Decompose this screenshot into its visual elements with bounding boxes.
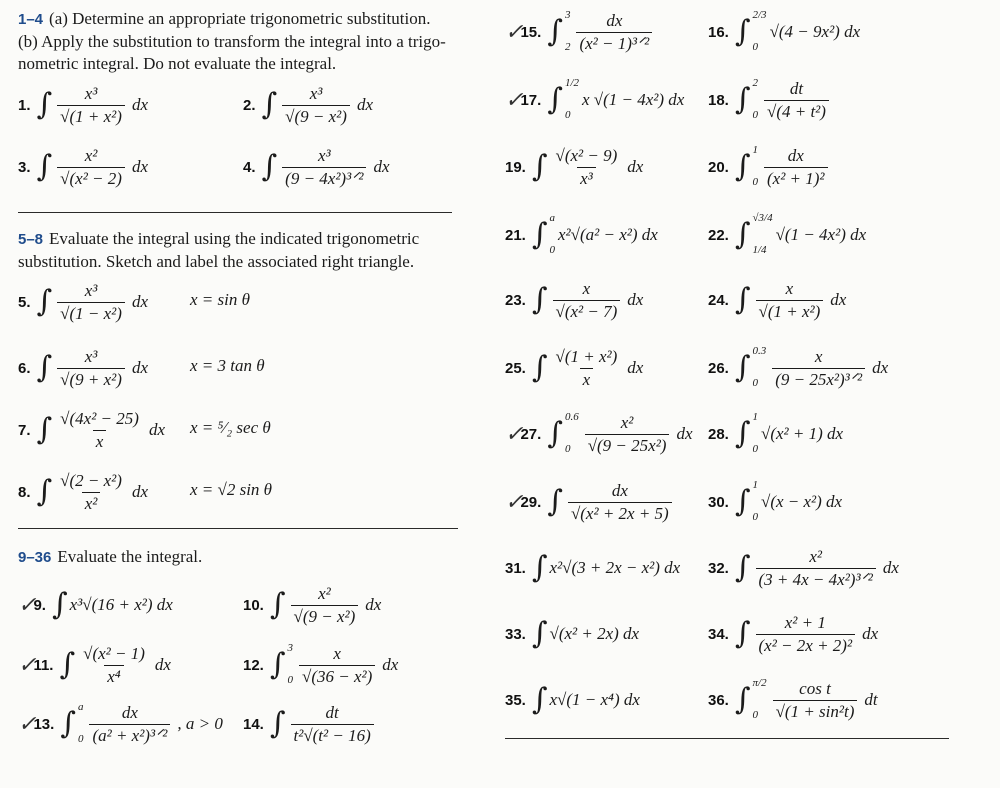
problem-number: 17.: [520, 91, 542, 109]
numerator: dx: [606, 10, 623, 30]
integrand-fraction: [772, 347, 865, 390]
upper-limit: 0.6: [564, 411, 579, 423]
section-1-4-header: [18, 8, 458, 75]
problem-number: 12.: [243, 656, 264, 674]
problem-1: [18, 83, 148, 127]
checkmark-icon: ✓: [505, 19, 524, 44]
numerator: x: [814, 346, 823, 366]
denominator: x²: [82, 492, 101, 514]
problem-number: 18.: [708, 91, 729, 109]
integration-limits: [752, 479, 759, 523]
problem-number: 23.: [505, 291, 526, 309]
integral-sign-icon: ∫: [531, 550, 548, 585]
numerator: √(2 − x²): [60, 470, 122, 490]
upper-limit: 2/3: [752, 9, 767, 21]
problem-6: [18, 346, 148, 390]
differential: dx: [627, 358, 644, 377]
problem-19: [505, 145, 643, 189]
upper-limit: 1: [752, 411, 758, 423]
differential: dx: [356, 95, 373, 114]
problem-number: 5.: [18, 293, 31, 311]
substitution: x = ⁵⁄₂ sec θ: [190, 418, 271, 437]
numerator: x³: [84, 280, 98, 300]
integral-sign-icon: ∫: [531, 616, 548, 651]
problem-number: 3.: [18, 158, 31, 176]
problem-number: 19.: [505, 158, 526, 176]
differential: dx: [131, 157, 148, 176]
problem-number: 26.: [708, 359, 729, 377]
problem-12: [243, 643, 398, 687]
integrand-fraction: [291, 584, 359, 627]
integrand-fraction: [291, 703, 374, 746]
problem-number: 34.: [708, 625, 729, 643]
lower-limit: 0: [752, 443, 758, 455]
problem-number: 10.: [243, 596, 264, 614]
denominator: t²√(t² − 16): [291, 724, 374, 746]
problem-number: 6.: [18, 359, 31, 377]
problem-31: [505, 546, 680, 590]
numerator: x² + 1: [784, 612, 826, 632]
instruction-text: nometric integral. Do not evaluate the integral.: [18, 54, 337, 73]
problem-10: [243, 583, 381, 627]
problem-15: [505, 10, 655, 54]
checkmark-icon: ✓: [505, 489, 524, 514]
instruction-text: (a) Determine an appropriate trigonometric substitution.: [49, 9, 431, 28]
integrand-fraction: [299, 644, 375, 687]
integral-sign-icon: ∫: [531, 350, 548, 385]
upper-limit: 1/2: [564, 77, 579, 89]
differential: dx: [148, 420, 165, 439]
section-9-36-header: [18, 546, 458, 569]
integral-sign-icon: ∫: [734, 682, 751, 717]
numerator: x: [582, 278, 591, 298]
lower-limit: 0: [752, 109, 758, 121]
denominator: (x² + 1)²: [764, 167, 828, 189]
integrand-fraction: [282, 146, 366, 189]
problem-number: 25.: [505, 359, 526, 377]
denominator: (9 − 4x²)³ᐟ²: [282, 167, 366, 189]
integration-limits: [752, 212, 773, 256]
numerator: √(x² − 1): [83, 643, 145, 663]
problem-number: 36.: [708, 691, 729, 709]
denominator: √(1 − x²): [57, 302, 125, 324]
integrand-fraction: [57, 409, 142, 452]
numerator: x²: [620, 412, 634, 432]
integrand-fraction: [756, 279, 824, 322]
denominator: x⁴: [104, 665, 123, 687]
differential: dx: [830, 290, 847, 309]
differential: dx: [882, 558, 899, 577]
problem-9: [18, 583, 173, 627]
denominator: √(x² − 2): [57, 167, 125, 189]
problem-20: [708, 145, 831, 189]
denominator: √(9 − x²): [291, 605, 359, 627]
problem-27: [505, 412, 693, 456]
problem-2: [243, 83, 373, 127]
integrand-fraction: [764, 79, 829, 122]
denominator: (x² − 2x + 2)²: [756, 634, 856, 656]
problem-35: [505, 678, 640, 722]
integrand-fraction: [57, 281, 125, 324]
integrand: √(4 − 9x²) dx: [769, 22, 861, 41]
denominator: √(x² − 7): [553, 300, 621, 322]
problem-number: 35.: [505, 691, 526, 709]
integral-sign-icon: ∫: [734, 350, 751, 385]
problem-16: [708, 10, 860, 54]
upper-limit: 1: [752, 144, 758, 156]
integral-sign-icon: ∫: [734, 416, 751, 451]
checkmark-icon: ✓: [505, 421, 524, 446]
problem-number: 24.: [708, 291, 729, 309]
numerator: dt: [325, 702, 339, 722]
problem-33: [505, 612, 639, 656]
upper-limit: 2: [752, 77, 758, 89]
problem-30: [708, 480, 842, 524]
denominator: (9 − 25x²)³ᐟ²: [772, 368, 865, 390]
integral-sign-icon: ∫: [734, 282, 751, 317]
integral-sign-icon: ∫: [531, 282, 548, 317]
integral-sign-icon: ∫: [547, 14, 563, 49]
integrand-fraction: [57, 347, 125, 390]
problem-number: 1.: [18, 96, 31, 114]
problem-number: 13.: [33, 715, 55, 733]
integral-sign-icon: ∫: [269, 647, 286, 682]
integral-sign-icon: ∫: [36, 87, 53, 122]
problem-number: 22.: [708, 226, 729, 244]
integration-limits: [752, 144, 759, 188]
integral-sign-icon: ∫: [734, 149, 751, 184]
lower-limit: 0: [752, 709, 758, 721]
lower-limit: 0: [752, 511, 758, 523]
integrand-fraction: [89, 703, 170, 746]
problem-7: [18, 408, 165, 452]
integral-sign-icon: ∫: [261, 87, 278, 122]
numerator: cos t: [799, 678, 831, 698]
integrand: x²√(a² − x²) dx: [558, 225, 658, 244]
problem-number: 16.: [708, 23, 729, 41]
problem-11: [18, 643, 171, 687]
integration-limits: [752, 411, 759, 455]
integral-sign-icon: ∫: [547, 416, 563, 451]
section-divider: [18, 528, 458, 529]
lower-limit: 0: [564, 109, 571, 121]
numerator: dt: [789, 78, 804, 98]
integral-sign-icon: ∫: [734, 484, 751, 519]
integral-sign-icon: ∫: [734, 82, 751, 117]
problem-17: [505, 78, 684, 122]
integral-sign-icon: ∫: [36, 350, 53, 385]
denominator: (3 + 4x − 4x²)³ᐟ²: [756, 568, 876, 590]
numerator: x³: [84, 346, 98, 366]
differential: dx: [382, 655, 399, 674]
lower-limit: 2: [564, 41, 571, 53]
problem-14: [243, 702, 377, 746]
lower-limit: 0: [752, 377, 758, 389]
integrand-fraction: [773, 679, 858, 722]
integrand-fraction: [57, 146, 125, 189]
instruction-text: substitution. Sketch and label the associated right triangle.: [18, 252, 415, 271]
problem-number: 32.: [708, 559, 729, 577]
problem-number: 15.: [520, 23, 542, 41]
integral-sign-icon: ∫: [734, 217, 751, 252]
integral-sign-icon: ∫: [51, 587, 68, 622]
numerator: x³: [317, 145, 331, 165]
integrand: √(1 − 4x²) dx: [775, 225, 867, 244]
upper-limit: √3/4: [752, 212, 773, 224]
integration-limits: [752, 9, 767, 53]
differential: dx: [131, 358, 148, 377]
integrand-fraction: [568, 481, 672, 524]
problem-number: 30.: [708, 493, 729, 511]
problem-5: [18, 280, 148, 324]
problem-34: [708, 612, 878, 656]
upper-limit: 3: [287, 642, 293, 654]
problem-32: [708, 546, 899, 590]
problem-18: [708, 78, 832, 122]
problem-24: [708, 278, 846, 322]
checkmark-icon: ✓: [18, 711, 37, 736]
integrand: x √(1 − 4x²) dx: [582, 90, 685, 109]
differential: , a > 0: [177, 714, 223, 733]
lower-limit: 0: [752, 176, 758, 188]
problem-23: [505, 278, 643, 322]
differential: dx: [872, 358, 889, 377]
denominator: √(9 + x²): [57, 368, 125, 390]
integrand-fraction: [57, 471, 125, 514]
section-range: 1–4: [18, 11, 44, 28]
integrand: x³√(16 + x²) dx: [69, 595, 173, 614]
numerator: x²: [318, 583, 331, 603]
integrand-fraction: [282, 84, 350, 127]
integral-sign-icon: ∫: [36, 284, 53, 319]
problem-26: [708, 346, 888, 390]
numerator: x³: [309, 83, 323, 103]
lower-limit: 1/4: [752, 244, 767, 256]
denominator: x³: [577, 167, 596, 189]
integral-sign-icon: ∫: [531, 217, 548, 252]
section-range: 5–8: [18, 231, 44, 248]
problem-36: [708, 678, 878, 722]
integrand-fraction: [756, 547, 876, 590]
problem-29: [505, 480, 675, 524]
integrand-fraction: [80, 644, 148, 687]
denominator: x: [93, 430, 107, 452]
integrand-fraction: [756, 613, 856, 656]
section-divider: [18, 212, 452, 213]
integrand: x√(1 − x⁴) dx: [549, 690, 640, 709]
integral-sign-icon: ∫: [734, 14, 751, 49]
integration-limits: [564, 411, 579, 455]
integration-limits: [752, 677, 767, 721]
lower-limit: 0: [287, 674, 293, 686]
upper-limit: 3: [564, 9, 571, 21]
problem-13: [18, 702, 223, 746]
denominator: √(1 + sin²t): [773, 700, 858, 722]
integrand-fraction: [553, 146, 621, 189]
differential: dx: [131, 482, 148, 501]
integrand-fraction: [553, 347, 621, 390]
problem-number: 21.: [505, 226, 526, 244]
section-range: 9–36: [18, 549, 52, 566]
upper-limit: π/2: [752, 677, 767, 689]
integrand-fraction: [576, 11, 652, 54]
numerator: dx: [787, 145, 804, 165]
upper-limit: 1: [752, 479, 758, 491]
denominator: √(9 − x²): [282, 105, 350, 127]
denominator: √(9 − 25x²): [585, 434, 670, 456]
differential: dx: [627, 290, 644, 309]
integration-limits: [77, 701, 84, 745]
problem-number: 31.: [505, 559, 526, 577]
integration-limits: [549, 212, 556, 256]
problem-number: 2.: [243, 96, 256, 114]
numerator: dx: [611, 480, 628, 500]
problem-number: 27.: [520, 425, 542, 443]
numerator: x: [785, 278, 794, 298]
integral-sign-icon: ∫: [269, 587, 286, 622]
integral-sign-icon: ∫: [547, 82, 563, 117]
differential: dx: [365, 595, 382, 614]
integration-limits: [564, 9, 571, 53]
denominator: (a² + x²)³ᐟ²: [89, 724, 170, 746]
integral-sign-icon: ∫: [60, 706, 76, 741]
problem-number: 4.: [243, 158, 256, 176]
problem-number: 7.: [18, 421, 31, 439]
problem-25: [505, 346, 643, 390]
numerator: dx: [121, 702, 138, 722]
integral-sign-icon: ∫: [734, 550, 751, 585]
denominator: √(1 + x²): [57, 105, 125, 127]
differential: dx: [627, 157, 644, 176]
integral-sign-icon: ∫: [36, 412, 53, 447]
problem-number: 11.: [33, 656, 54, 674]
problem-number: 29.: [520, 493, 542, 511]
numerator: x³: [84, 83, 98, 103]
integral-sign-icon: ∫: [531, 149, 548, 184]
substitution: x = sin θ: [190, 290, 250, 309]
integral-sign-icon: ∫: [261, 149, 278, 184]
checkmark-icon: ✓: [18, 652, 37, 677]
problem-22: [708, 213, 866, 257]
integration-limits: [564, 77, 579, 121]
integrand-fraction: [585, 413, 670, 456]
section-5-8-header: [18, 228, 458, 273]
differential: dt: [864, 690, 878, 709]
integral-sign-icon: ∫: [269, 706, 286, 741]
integrand-fraction: [553, 279, 621, 322]
substitution: x = √2 sin θ: [190, 480, 273, 499]
numerator: √(x² − 9): [555, 145, 618, 165]
denominator: √(x² + 2x + 5): [568, 502, 672, 524]
integral-sign-icon: ∫: [36, 474, 53, 509]
integrand-fraction: [57, 84, 125, 127]
numerator: x: [333, 643, 341, 663]
differential: dx: [676, 424, 693, 443]
problem-number: 33.: [505, 625, 526, 643]
differential: dx: [373, 157, 390, 176]
denominator: √(36 − x²): [299, 665, 375, 687]
differential: dx: [862, 624, 879, 643]
substitution: x = 3 tan θ: [190, 356, 265, 375]
denominator: √(1 + x²): [756, 300, 824, 322]
problem-3: [18, 145, 148, 189]
problem-number: 8.: [18, 483, 31, 501]
problem-28: [708, 412, 843, 456]
instruction-text: Evaluate the integral.: [57, 547, 203, 566]
problem-number: 14.: [243, 715, 264, 733]
problem-8: [18, 470, 148, 514]
differential: dx: [131, 292, 148, 311]
integrand-fraction: [764, 146, 828, 189]
problem-number: 20.: [708, 158, 729, 176]
differential: dx: [131, 95, 148, 114]
instruction-text: Evaluate the integral using the indicated trigonometric: [49, 229, 420, 248]
integration-limits: [752, 77, 759, 121]
denominator: x: [580, 368, 594, 390]
upper-limit: 0.3: [752, 345, 767, 357]
integrand: √(x² + 2x) dx: [549, 624, 640, 643]
integral-sign-icon: ∫: [734, 616, 751, 651]
integration-limits: [752, 345, 767, 389]
integral-sign-icon: ∫: [547, 484, 563, 519]
integral-sign-icon: ∫: [59, 647, 76, 682]
numerator: √(4x² − 25): [60, 408, 139, 428]
problem-number: 28.: [708, 425, 729, 443]
problem-4: [243, 145, 390, 189]
integral-sign-icon: ∫: [531, 682, 548, 717]
checkmark-icon: ✓: [18, 592, 37, 617]
integrand: √(x² + 1) dx: [761, 424, 844, 443]
numerator: x²: [809, 546, 822, 566]
lower-limit: 0: [77, 733, 84, 745]
differential: dx: [154, 655, 171, 674]
instruction-text: (b) Apply the substitution to transform the integral into a trigo-: [18, 32, 446, 51]
lower-limit: 0: [564, 443, 571, 455]
checkmark-icon: ✓: [505, 87, 524, 112]
denominator: (x² − 1)³ᐟ²: [576, 32, 652, 54]
numerator: √(1 + x²): [555, 346, 618, 366]
numerator: x²: [84, 145, 98, 165]
integral-sign-icon: ∫: [36, 149, 53, 184]
problem-21: [505, 213, 658, 257]
upper-limit: a: [549, 212, 555, 224]
integrand: √(x − x²) dx: [761, 492, 843, 511]
problem-number: 9.: [33, 596, 46, 614]
denominator: √(4 + t²): [764, 100, 829, 122]
upper-limit: a: [77, 701, 84, 713]
lower-limit: 0: [549, 244, 555, 256]
integration-limits: [287, 642, 294, 686]
lower-limit: 0: [752, 41, 758, 53]
section-divider: [505, 738, 949, 739]
integrand: x²√(3 + 2x − x²) dx: [549, 558, 681, 577]
